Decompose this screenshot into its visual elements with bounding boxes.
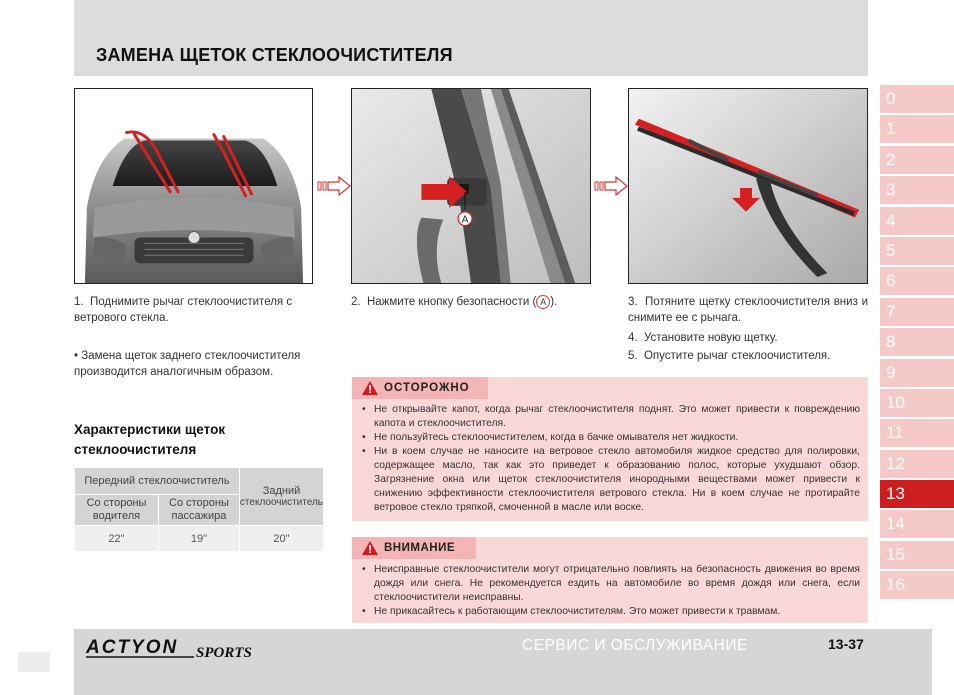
warning-title	[352, 377, 488, 399]
chapter-tab-16[interactable]: 16	[880, 571, 954, 599]
chapter-tab-15[interactable]: 15	[880, 541, 954, 569]
step-5-text: Опустите рычаг стеклоочистителя.	[643, 350, 831, 362]
spec-heading	[74, 420, 334, 460]
rear-header-line-1: Задний	[262, 485, 301, 497]
spec-heading-line-1: Характеристики щеток	[74, 422, 226, 437]
warning-item: • Не открывайте капот, когда рычаг стеклоочистителя поднят. Это может привести к повреждению капота и стеклоочистителя.	[362, 403, 860, 431]
chapter-tab-14[interactable]: 14	[880, 510, 954, 538]
button-a-badge: A	[536, 295, 550, 309]
rear-wiper-value: 20"	[239, 526, 323, 552]
chapter-tab-8[interactable]: 8	[880, 328, 954, 356]
step-2-text: Нажмите кнопку безопасности (	[366, 296, 537, 308]
chapter-tab-3[interactable]: 3	[880, 176, 954, 204]
brand-logo	[84, 633, 304, 661]
photo-label-a: A	[461, 214, 469, 226]
caution-item: • Неисправные стеклоочистители могут отрицательно повлиять на безопасность движения во время дождя или снега. Не рекомендуется ездить на автомобиле во время дождя или снега, если стеклоочистители неисправны.	[362, 563, 860, 605]
warning-box	[352, 377, 868, 521]
photo-safety-button	[351, 88, 591, 284]
passenger-side-value: 19"	[159, 526, 240, 552]
caution-box	[352, 537, 868, 623]
step-4	[628, 330, 868, 346]
chapter-tabs	[880, 85, 954, 602]
step-4-text: Установите новую щетку.	[643, 332, 778, 344]
step-3-number: 3.	[628, 296, 638, 308]
step-5	[628, 348, 868, 364]
footer-corner-block	[18, 652, 50, 672]
warning-triangle-icon	[362, 381, 378, 395]
photo-remove-blade	[628, 88, 868, 284]
chapter-tab-5[interactable]: 5	[880, 237, 954, 265]
chapter-tab-2[interactable]: 2	[880, 146, 954, 174]
caution-title	[352, 537, 476, 559]
rear-wiper-note: • Замена щеток заднего стеклоочистителя производится аналогичным образом.	[74, 350, 301, 378]
step-3-text: Потяните щетку стеклоочистителя вниз и снимите ее с рычага.	[628, 296, 868, 324]
page-number: 13-37	[828, 636, 864, 652]
footer-section-title: СЕРВИС И ОБСЛУЖИВАНИЕ	[522, 637, 748, 654]
caution-triangle-icon	[362, 541, 378, 555]
chapter-tab-11[interactable]: 11	[880, 419, 954, 447]
photo-car-wipers-raised	[74, 88, 313, 284]
caution-item: • Не прикасайтесь к работающим стеклоочистителям. Это может привести к травмам.	[362, 605, 860, 619]
rear-header-line-2: стеклоочиститель	[239, 497, 323, 508]
step-1-text: Поднимите рычаг стеклоочистителя с ветрового стекла.	[74, 296, 293, 324]
caution-title-text: ВНИМАНИЕ	[384, 542, 456, 554]
warning-item: • Не пользуйтесь стеклоочистителем, когда в бачке омывателя нет жидкости.	[362, 431, 860, 445]
passenger-header-line-2: пассажира	[171, 510, 227, 522]
driver-header-line-2: водителя	[92, 510, 141, 522]
driver-side-value: 22"	[75, 526, 159, 552]
page-title: ЗАМЕНА ЩЕТОК СТЕКЛООЧИСТИТЕЛЯ	[96, 45, 453, 65]
front-wiper-header: Передний стеклоочиститель	[75, 468, 240, 495]
brand-logo-sub: SPORTS	[196, 645, 252, 661]
step-5-number: 5.	[628, 350, 638, 362]
chapter-tab-4[interactable]: 4	[880, 207, 954, 235]
chapter-tab-10[interactable]: 10	[880, 389, 954, 417]
caution-list	[362, 563, 860, 619]
chapter-tab-6[interactable]: 6	[880, 267, 954, 295]
spec-table	[74, 467, 324, 552]
step-1	[74, 294, 324, 326]
driver-side-header	[75, 495, 159, 526]
step-2-tail: ).	[550, 296, 558, 308]
passenger-header-line-1: Со стороны	[169, 497, 229, 509]
chapter-tab-7[interactable]: 7	[880, 298, 954, 326]
step-4-number: 4.	[628, 332, 638, 344]
step-3	[628, 294, 868, 326]
passenger-side-header	[159, 495, 240, 526]
chapter-tab-1[interactable]: 1	[880, 115, 954, 143]
warning-item: • Ни в коем случае не наносите на ветровое стекло автомобиля жидкое средство для полировки, содержащее масло, так как это приведет к образованию полос, которые ухудшают обзор. Загрязнение окна или щеток стеклоочистителя инородными веществами может привести к снижению эффективности стеклоочистителя ветрового стекла. Ни в коем случае не протирайте ветровое стекло тряпкой, смоченной в масле или воске.	[362, 445, 860, 515]
step-2-number: 2.	[351, 296, 361, 308]
next-step-arrow-icon	[317, 176, 351, 196]
driver-header-line-1: Со стороны	[86, 497, 147, 509]
chapter-tab-0[interactable]: 0	[880, 85, 954, 113]
chapter-tab-12[interactable]: 12	[880, 450, 954, 478]
brand-logo-main: ACTYON	[86, 637, 179, 658]
rear-wiper-header	[239, 468, 323, 526]
warning-list	[362, 403, 860, 515]
chapter-tab-9[interactable]: 9	[880, 359, 954, 387]
warning-title-text: ОСТОРОЖНО	[384, 382, 470, 394]
step-1-number: 1.	[74, 296, 84, 308]
next-step-arrow-icon	[594, 176, 628, 196]
spec-heading-line-2: стеклоочистителя	[74, 442, 197, 457]
step-2	[351, 294, 601, 310]
chapter-tab-13[interactable]: 13	[880, 480, 954, 508]
